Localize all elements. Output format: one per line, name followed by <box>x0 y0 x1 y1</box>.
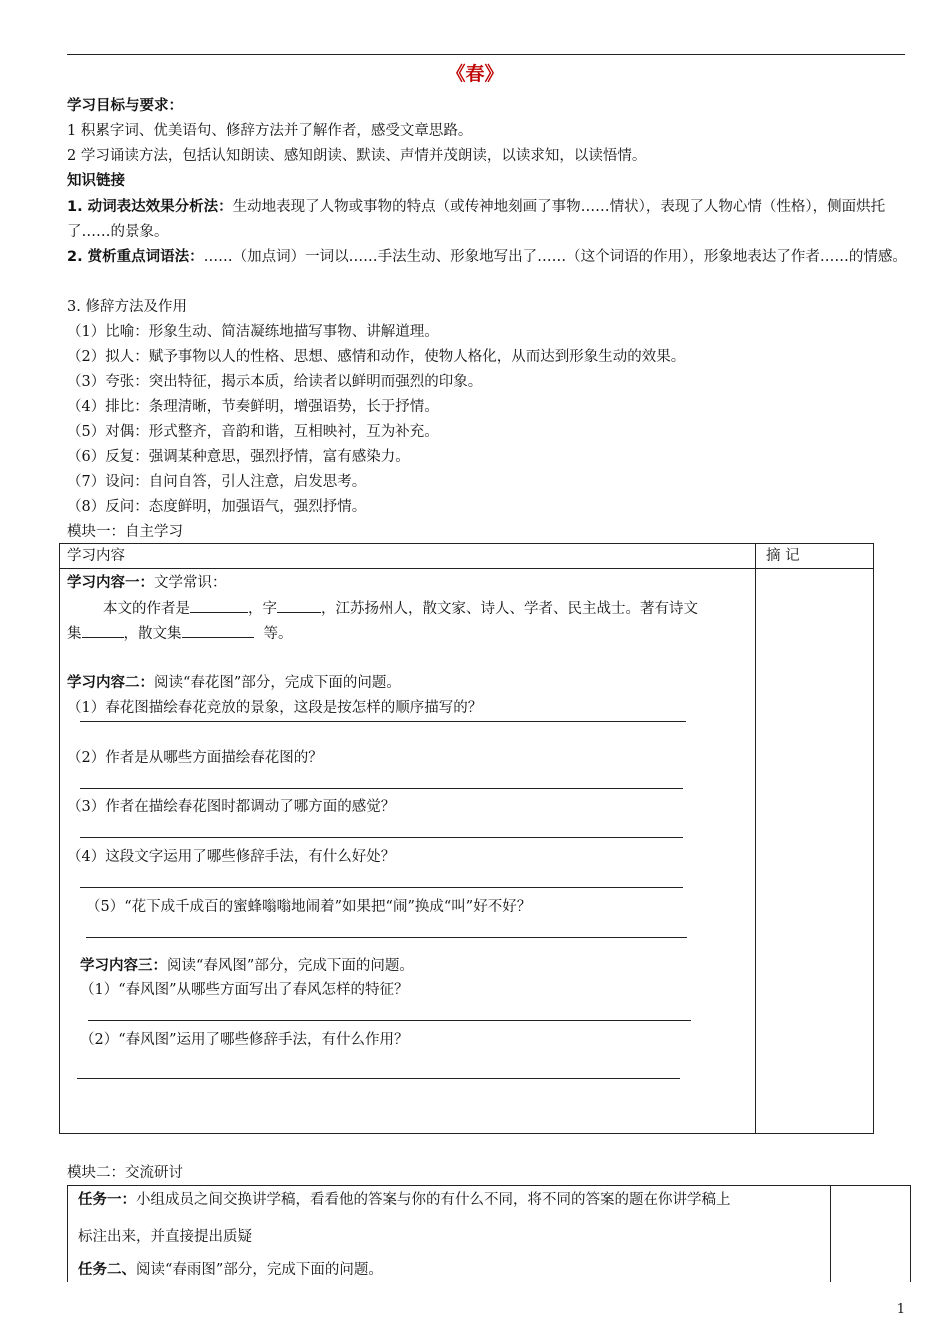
goal-item-2: 2 学习诵读方法，包括认知朗读、感知朗读、默读、声情并茂朗读，以读求知，以读悟情。 <box>67 148 647 164</box>
knowledge-point-2-text: ……（加点词）一词以……手法生动、形象地写出了……（这个词语的作用），形象地表达了作者……的情感。 <box>203 249 907 265</box>
question-text: （1）春花图描绘春花竞放的景象，这段是按怎样的顺序描写的？ <box>67 700 483 716</box>
content-2-label: 学习内容二： <box>67 675 154 691</box>
rhetoric-item: （7）设问：自问自答，引人注意，启发思考。 <box>67 474 367 490</box>
content-1-line-2 <box>67 623 293 644</box>
rhetoric-item: （6）反复：强调某种意思，强烈抒情，富有感染力。 <box>67 449 410 465</box>
rhetoric-item: （3）夸张：突出特征，揭示本质，给读者以鲜明而强烈的印象。 <box>67 374 483 390</box>
rhetoric-item: （8）反问：态度鲜明，加强语气，强烈抒情。 <box>67 499 367 515</box>
courtesy-name-blank[interactable] <box>277 598 321 613</box>
top-rule <box>67 54 905 55</box>
goals-heading: 学习目标与要求： <box>67 98 183 114</box>
content-1-line-1 <box>103 598 698 619</box>
content-2-heading <box>67 673 401 693</box>
knowledge-point-2-label: 2. 赏析重点词语法： <box>67 249 204 265</box>
answer-line[interactable] <box>80 887 683 888</box>
answer-line[interactable] <box>86 937 687 938</box>
author-bio-text: ，江苏扬州人，散文家、诗人、学者、民主战士。著有诗文 <box>321 601 698 617</box>
question-text: （5）“花下成千成百的蜜蜂嗡嗡地闹着”如果把“闹”换成“叫”好不好？ <box>86 899 532 915</box>
table-column-divider <box>830 1186 831 1282</box>
page-title: 《春》 <box>446 63 504 85</box>
prose-collection-prompt: ，散文集 <box>123 626 182 642</box>
knowledge-point-3-heading: 3. 修辞方法及作用 <box>67 299 187 315</box>
table-column-divider <box>755 544 756 1133</box>
poetry-collection-prompt: 集 <box>67 626 82 642</box>
answer-line[interactable] <box>80 837 683 838</box>
column-header-content: 学习内容 <box>67 548 125 564</box>
knowledge-heading: 知识链接 <box>67 173 125 189</box>
module1-heading: 模块一：自主学习 <box>67 524 183 540</box>
content-3-heading <box>80 956 414 976</box>
column-header-notes: 摘 记 <box>766 548 800 564</box>
knowledge-point-1 <box>67 195 907 245</box>
task-1-line-1 <box>78 1190 731 1210</box>
knowledge-point-1-label: 1. 动词表达效果分析法： <box>67 199 233 215</box>
question-text: （2）“春风图”运用了哪些修辞手法，有什么作用？ <box>80 1032 409 1048</box>
content-2-title: 阅读“春花图”部分，完成下面的问题。 <box>154 675 401 691</box>
knowledge-point-2 <box>67 245 907 270</box>
question-text: （3）作者在描绘春花图时都调动了哪方面的感觉？ <box>67 799 396 815</box>
rhetoric-item: （2）拟人：赋予事物以人的性格、思想、感情和动作，使物人格化，从而达到形象生动的效果。 <box>67 349 686 365</box>
courtesy-name-prompt: ，字 <box>248 601 277 617</box>
table-header-divider <box>60 568 873 569</box>
rhetoric-item: （1）比喻：形象生动、简洁凝练地描写事物、讲解道理。 <box>67 324 439 340</box>
task-2-label: 任务二、 <box>78 1262 136 1278</box>
author-prompt: 本文的作者是 <box>103 601 190 617</box>
task-2-text: 阅读“春雨图”部分，完成下面的问题。 <box>136 1262 383 1278</box>
goal-item-1: 1 积累字词、优美语句、修辞方法并了解作者，感受文章思路。 <box>67 123 473 139</box>
content-1-heading <box>67 573 227 593</box>
answer-line[interactable] <box>77 1078 680 1079</box>
author-blank[interactable] <box>190 598 248 613</box>
poetry-collection-blank[interactable] <box>82 623 124 638</box>
task-1-text: 小组成员之间交换讲学稿，看看他的答案与你的有什么不同，将不同的答案的题在你讲学稿上 <box>136 1192 731 1208</box>
task-2-line <box>78 1260 383 1280</box>
content-1-title: 文学常识： <box>154 575 227 591</box>
rhetoric-item: （4）排比：条理清晰，节奏鲜明，增强语势，长于抒情。 <box>67 399 439 415</box>
page-number: 1 <box>896 1302 905 1317</box>
task-1-line-2: 标注出来，并直接提出质疑 <box>78 1229 252 1245</box>
rhetoric-item: （5）对偶：形式整齐，音韵和谐，互相映衬，互为补充。 <box>67 424 439 440</box>
knowledge-point-1-text: 生动地表现了人物或事物的特点（或传神地刻画了事物……情状），表现了人物心情（性格），侧面烘托了……的景象。 <box>67 199 886 240</box>
answer-line[interactable] <box>80 721 686 722</box>
task-1-label: 任务一： <box>78 1192 136 1208</box>
module2-heading: 模块二：交流研讨 <box>67 1165 183 1181</box>
content-3-title: 阅读“春风图”部分，完成下面的问题。 <box>167 958 414 974</box>
question-text: （2）作者是从哪些方面描绘春花图的？ <box>67 750 323 766</box>
answer-line[interactable] <box>80 788 683 789</box>
question-text: （4）这段文字运用了哪些修辞手法，有什么好处？ <box>67 849 396 865</box>
works-suffix: 等。 <box>263 626 293 642</box>
prose-collection-blank[interactable] <box>182 623 254 638</box>
question-text: （1）“春风图”从哪些方面写出了春风怎样的特征？ <box>80 982 409 998</box>
content-1-label: 学习内容一： <box>67 575 154 591</box>
content-3-label: 学习内容三： <box>80 958 167 974</box>
answer-line[interactable] <box>88 1020 691 1021</box>
